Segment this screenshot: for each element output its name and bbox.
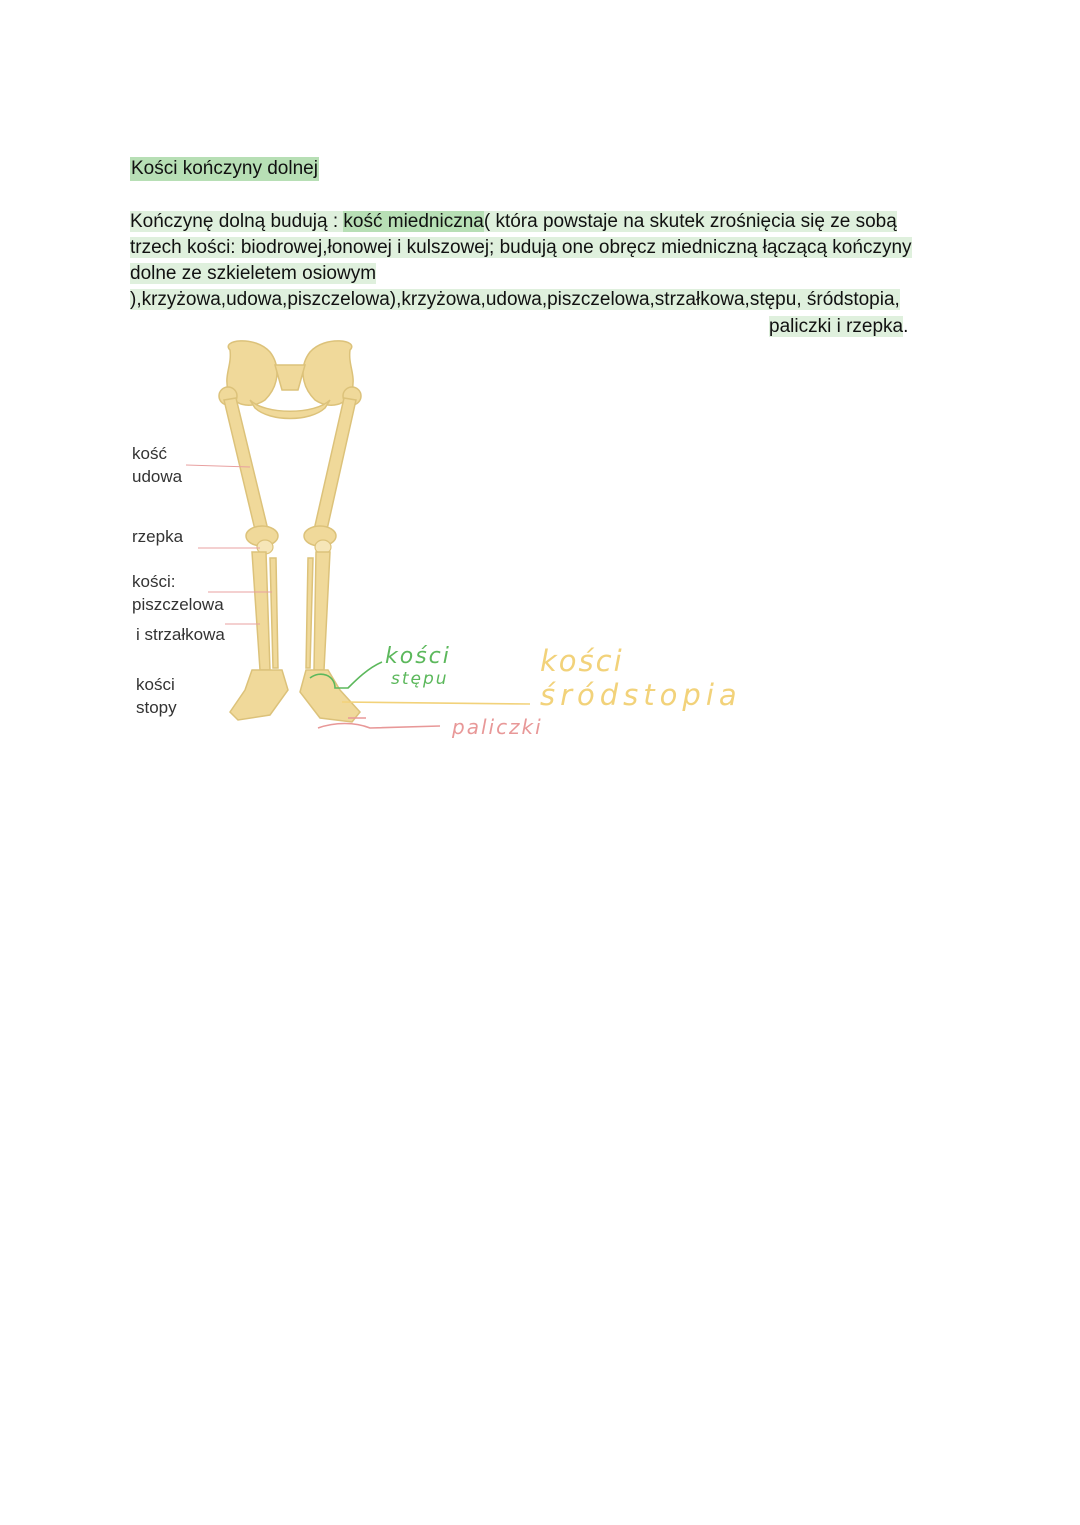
paragraph-intro: Kończynę dolną budują : xyxy=(130,211,344,232)
pelvis-bone xyxy=(227,341,353,419)
document-heading: Kości kończyny dolnej xyxy=(131,158,318,179)
femur-label-line-1: kość xyxy=(132,444,167,463)
foot-bones xyxy=(230,670,360,722)
shin-label xyxy=(132,570,225,646)
document-paragraph xyxy=(130,209,940,313)
handwritten-phalanges: paliczki xyxy=(452,715,543,739)
foot-label xyxy=(136,673,177,719)
handwritten-metatarsus-line-1: kości xyxy=(540,644,624,678)
shin-label-line-1: kości: xyxy=(132,572,176,591)
tibia-fibula-bones xyxy=(252,552,330,670)
last-line-text: paliczki i rzepka xyxy=(769,316,904,337)
handwritten-metatarsus-line-2: śródstopia xyxy=(540,678,742,712)
last-line-punct: . xyxy=(903,316,909,337)
shin-label-line-3: i strzałkowa xyxy=(136,625,225,644)
handwritten-metatarsus xyxy=(540,644,742,712)
foot-label-line-2: stopy xyxy=(136,698,177,717)
lower-limb-skeleton-figure xyxy=(120,330,780,750)
handwritten-tarsus-line-1: kości xyxy=(385,644,451,669)
patella-label: rzepka xyxy=(132,527,184,546)
paragraph-body: ( która powstaje na skutek zrośnięcia się ze sobą trzech kości: biodrowej,łonowej i kulszowej; budują one obręcz miedniczną łączącą kończyny dolne ze szkieletem osiowym ),krzyżowa,udowa,piszczelowa),krzyżowa,udowa,piszczelowa,strzałkowa,stępu, śródstopia, xyxy=(130,211,912,310)
femur-label xyxy=(132,442,182,488)
handwritten-tarsus xyxy=(385,646,451,690)
paragraph-last-line xyxy=(769,314,908,340)
shin-label-line-2: piszczelowa xyxy=(132,595,224,614)
foot-label-line-1: kości xyxy=(136,675,175,694)
handwritten-tarsus-line-2: stępu xyxy=(391,669,449,689)
highlight-term: kość miedniczna xyxy=(343,211,484,232)
femur-label-line-2: udowa xyxy=(132,467,183,486)
